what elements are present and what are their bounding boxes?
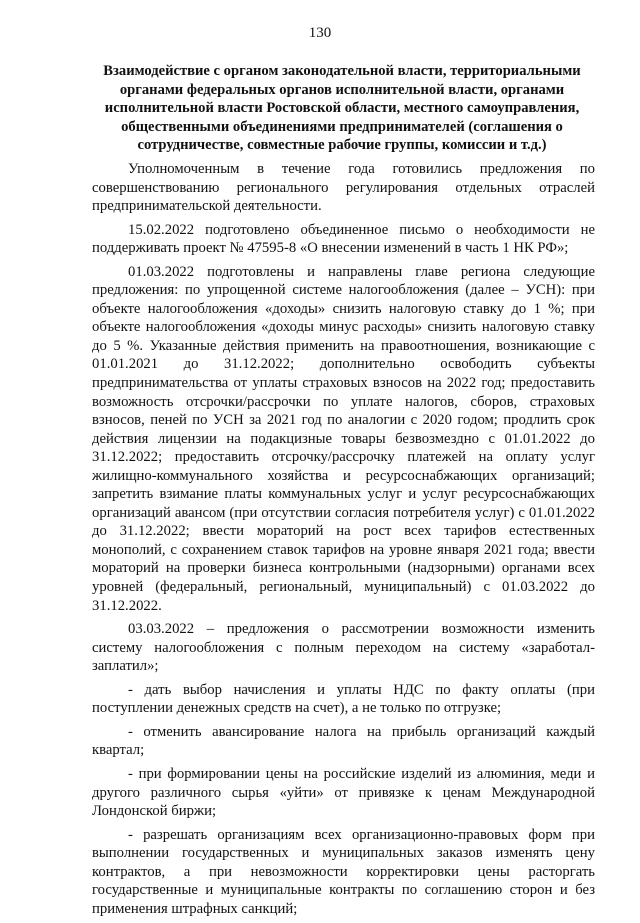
paragraph-01-03-2022: 01.03.2022 подготовлены и направлены главе региона следующие предложения: по упрощенной системе налогообложения (далее – УСН): при объекте налогообложения «доходы» снизить налоговую ставку до 1 %; при объекте налогообложения «доходы минус расходы» снизить налоговую ставку до 5 %. Указанные действия применить на правоотношения, возникающие с 01.01.2021 до 31.12.2022; дополнительно освободить субъекты предпринимательства от уплаты страховых взносов на 2022 год; предоставить возможность отсрочки/рассрочки по уплате налогов, сборов, страховых взносов, пеней по УСН за 2021 год по аналогии с 2020 годом; продлить срок действия лицензии на подакцизные товары безвозмездно с 01.01.2022 до 31.12.2022; предоставить отсрочку/рассрочку платежей на оплату услуг жилищно-коммунального хозяйства и ресурсоснабжающих организаций; запретить взимание платы коммунальных услуг и услуг ресурсоснабжающих организаций авансом (при отсутствии согласия потребителя услуг) с 01.01.2022 до 31.12.2022; ввести мораторий на рост всех тарифов естественных монополий, с сохранением ставок тарифов на уровне января 2021 года; ввести мораторий на проверки бизнеса контрольными (надзорными) органами всех уровней (федеральный, региональный, муниципальный) с 01.03.2022 до 31.12.2022. bbox=[92, 263, 595, 614]
list-item-profit-tax: - отменить авансирование налога на прибыль организаций каждый квартал; bbox=[92, 723, 595, 759]
paragraph-03-03-2022: 03.03.2022 – предложения о рассмотрении возможности изменить систему налогообложения с полным переходом на систему «заработал-заплатил»; bbox=[92, 621, 595, 675]
list-item-metal-prices: - при формировании цены на российские изделий из алюминия, меди и другого различного сырья «уйти» от привязке к ценам Международной Лондонской биржи; bbox=[92, 765, 595, 820]
body-text bbox=[92, 160, 595, 923]
list-item-contracts: - разрешать организациям всех организационно-правовых форм при выполнении государственных и муниципальных заказов изменять цену контрактов, а при невозможности корректировки цены расторгать государственные и муниципальные контракты по соглашению сторон и без применения штрафных санкций; bbox=[92, 826, 595, 917]
list-item-vat: - дать выбор начисления и уплаты НДС по факту оплаты (при поступлении денежных средств на счет), а не только по отгрузке; bbox=[92, 681, 595, 717]
page-number: 130 bbox=[308, 25, 332, 41]
paragraph-15-02-2022: 15.02.2022 подготовлено объединенное письмо о необходимости не поддерживать проект № 47595-8 «О внесении изменений в часть 1 НК РФ»; bbox=[92, 221, 595, 257]
section-heading: Взаимодействие с органом законодательной власти, территориальными органами федеральных органов исполнительной власти, органами исполнительной власти Ростовской области, местного самоуправления, общественными объединениями предпринимателей (соглашения о сотрудничестве, совместные рабочие группы, комиссии и т.д.) bbox=[103, 63, 581, 154]
paragraph-intro: Уполномоченным в течение года готовились предложения по совершенствованию регионального регулирования отдельных отраслей предпринимательской деятельности. bbox=[92, 161, 595, 215]
